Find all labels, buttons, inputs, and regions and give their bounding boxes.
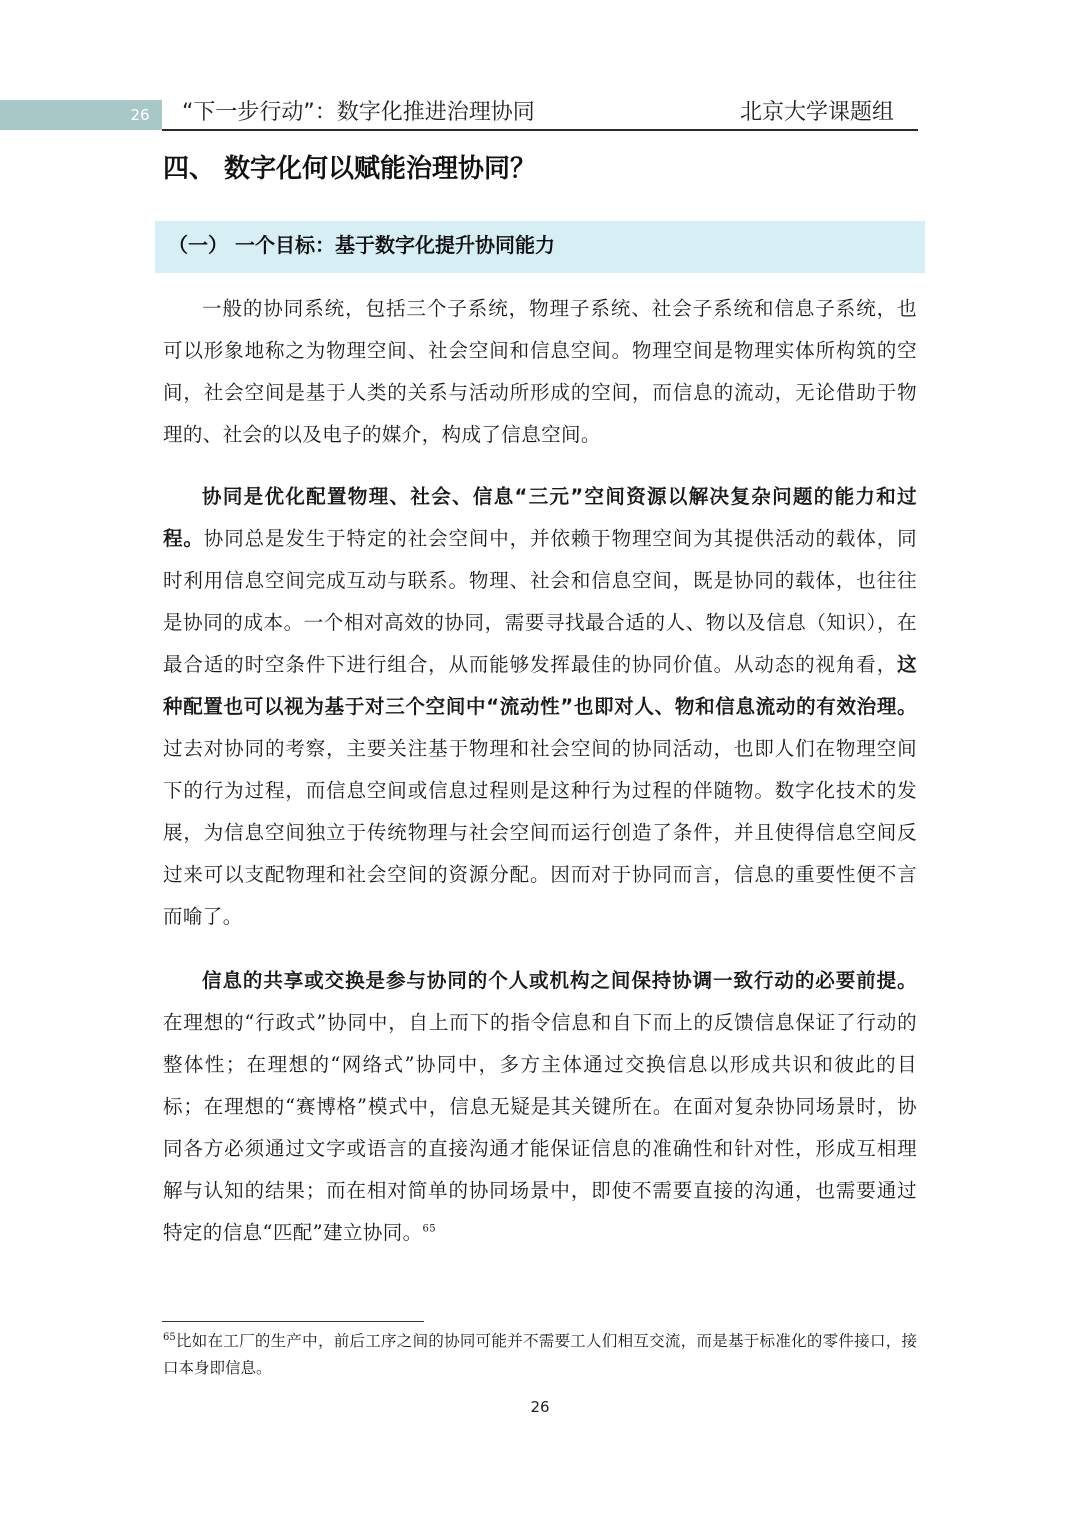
- subsection-heading: （一） 一个目标：基于数字化提升协同能力: [168, 233, 555, 257]
- footnote-reference[interactable]: 65: [422, 1223, 437, 1235]
- header-rule: [162, 129, 918, 131]
- header-page-number: 26: [130, 106, 150, 124]
- header-title: “下一步行动”：数字化推进治理协同: [182, 100, 535, 125]
- footnote-text: 比如在工厂的生产中，前后工序之间的协同可能并不需要工人们相互交流，而是基于标准化的零件接口，接口本身即信息。: [163, 1332, 917, 1377]
- paragraph-2-text-2: 过去对协同的考察，主要关注基于物理和社会空间的协同活动，也即人们在物理空间下的行为过程，而信息空间或信息过程则是这种行为过程的伴随物。数字化技术的发展，为信息空间独立于传统物理与社会空间而运行创造了条件，并且使得信息空间反过来可以支配物理和社会空间的资源分配。因而对于协同而言，信息的重要性便不言而喻了。: [163, 737, 917, 928]
- footnote-number: 65: [163, 1331, 176, 1343]
- paragraph-1: [163, 288, 917, 456]
- paragraph-3-text: 在理想的“行政式”协同中，自上而下的指令信息和自下而上的反馈信息保证了行动的整体性；在理想的“网络式”协同中，多方主体通过交换信息以形成共识和彼此的目标；在理想的“赛博格”模式中，信息无疑是其关键所在。在面对复杂协同场景时，协同各方必须通过文字或语言的直接沟通才能保证信息的准确性和针对性，形成互相理解与认知的结果；而在相对简单的协同场景中，即使不需要直接的沟通，也需要通过特定的信息“匹配”建立协同。: [163, 1011, 917, 1244]
- paragraph-3: [163, 960, 917, 1254]
- page-number: 26: [530, 1398, 550, 1416]
- paragraph-2: [163, 476, 917, 938]
- header-organization: 北京大学课题组: [739, 100, 894, 125]
- footnote-separator: [162, 1321, 424, 1322]
- footnote: [163, 1328, 917, 1382]
- paragraph-1-text: 一般的协同系统，包括三个子系统，物理子系统、社会子系统和信息子系统，也可以形象地称之为物理空间、社会空间和信息空间。物理空间是物理实体所构筑的空间，社会空间是基于人类的关系与活动所形成的空间，而信息的流动，无论借助于物理的、社会的以及电子的媒介，构成了信息空间。: [163, 297, 917, 446]
- paragraph-2-bold-1: 协同是优化配置物理、社会、信息“三元”空间资源以解决复杂问题的能力和过程。: [163, 485, 917, 550]
- paragraph-3-bold: 信息的共享或交换是参与协同的个人或机构之间保持协调一致行动的必要前提。: [202, 969, 917, 992]
- section-heading: 四、 数字化何以赋能治理协同？: [163, 154, 537, 184]
- paragraph-2-bold-2: 这种配置也可以视为基于对三个空间中“流动性”也即对人、物和信息流动的有效治理。: [163, 653, 917, 718]
- paragraph-2-text-1: 协同总是发生于特定的社会空间中，并依赖于物理空间为其提供活动的载体，同时利用信息空间完成互动与联系。物理、社会和信息空间，既是协同的载体，也往往是协同的成本。一个相对高效的协同，需要寻找最合适的人、物以及信息（知识），在最合适的时空条件下进行组合，从而能够发挥最佳的协同价值。从动态的视角看，: [163, 527, 917, 676]
